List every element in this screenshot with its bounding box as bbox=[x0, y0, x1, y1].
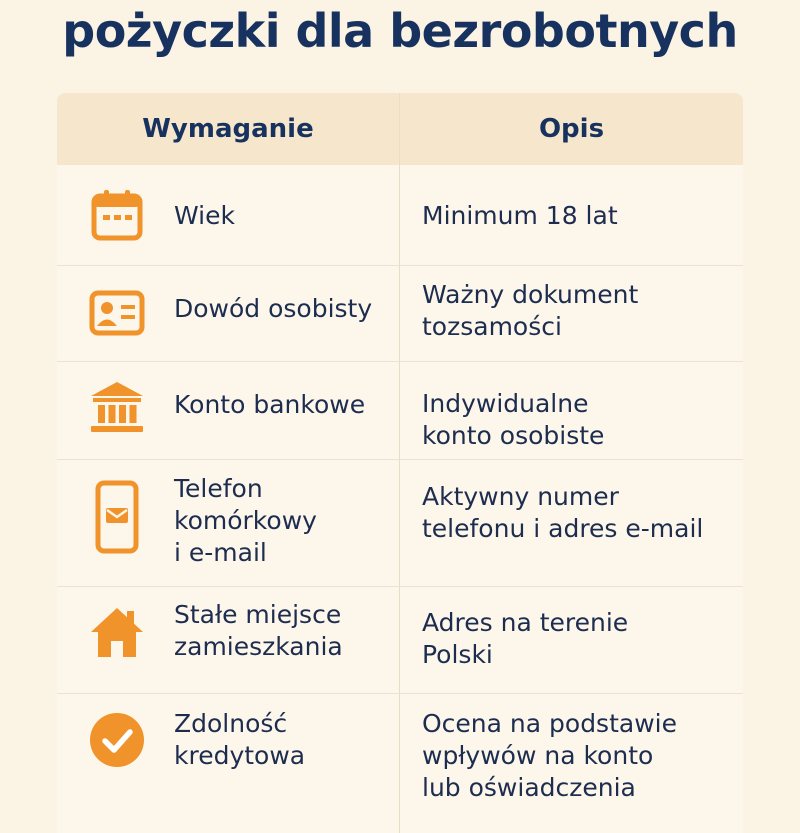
table-row bbox=[57, 265, 743, 362]
table-row bbox=[57, 460, 743, 587]
column-header-description: Opis bbox=[538, 114, 605, 144]
table-row bbox=[57, 694, 743, 833]
table-row bbox=[57, 587, 743, 694]
page-title: pożyczki dla bezrobotnych bbox=[62, 4, 738, 58]
description-cell: Minimum 18 lat bbox=[422, 201, 618, 230]
checkmark-icon bbox=[89, 712, 145, 768]
description-cell: Indywidualne konto osobiste bbox=[422, 389, 605, 450]
requirement-cell: Dowód osobisty bbox=[174, 294, 373, 323]
requirement-cell: Konto bankowe bbox=[174, 390, 366, 419]
requirements-table bbox=[57, 93, 743, 833]
description-cell: Adres na terenie Polski bbox=[422, 608, 629, 669]
requirement-cell: Telefon komórkowy i e-mail bbox=[174, 474, 317, 567]
house-icon bbox=[89, 605, 145, 661]
phone-email-icon bbox=[89, 480, 145, 554]
table-row bbox=[57, 362, 743, 460]
bank-icon bbox=[89, 380, 145, 436]
requirement-cell: Stałe miejsce zamieszkania bbox=[174, 600, 343, 661]
id-card-icon bbox=[89, 285, 145, 341]
requirement-cell: Zdolność kredytowa bbox=[174, 709, 306, 770]
table-header bbox=[57, 93, 743, 165]
calendar-icon bbox=[89, 187, 145, 243]
requirement-cell: Wiek bbox=[174, 201, 235, 230]
table-row bbox=[57, 165, 743, 266]
description-cell: Aktywny numer telefonu i adres e-mail bbox=[422, 482, 704, 543]
description-cell: Ważny dokument tozsamości bbox=[422, 280, 639, 341]
column-header-requirement: Wymaganie bbox=[142, 114, 314, 144]
description-cell: Ocena na podstawie wpływów na konto lub oświadczenia bbox=[422, 709, 677, 802]
